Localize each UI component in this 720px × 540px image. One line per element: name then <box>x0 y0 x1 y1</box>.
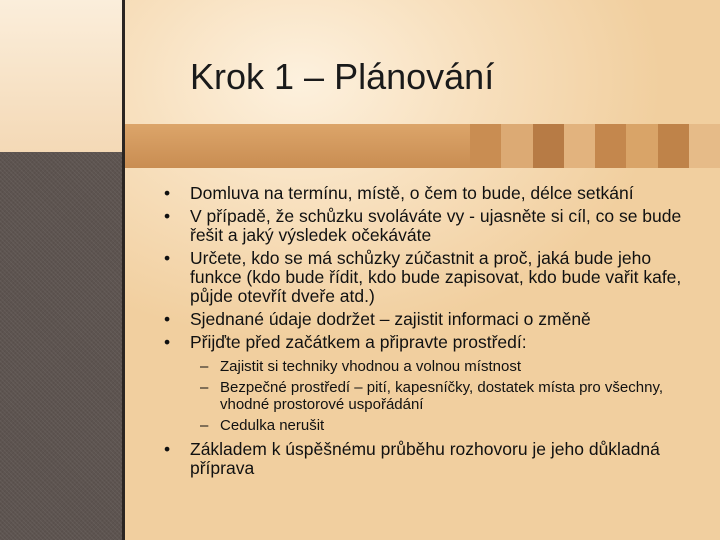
bullet-item <box>164 440 704 478</box>
band-block <box>689 124 720 168</box>
bullet-marker: • <box>164 206 171 226</box>
sub-bullet-item <box>200 379 704 413</box>
band-block <box>533 124 564 168</box>
band-block <box>470 124 501 168</box>
sub-bullet-text: Cedulka nerušit <box>220 417 325 434</box>
bullet-item <box>164 184 704 203</box>
bullet-item <box>164 207 704 245</box>
bullet-text: V případě, že schůzku svoláváte vy - ujasněte si cíl, co se bude řešit a jaký výsledek očekáváte <box>190 206 682 245</box>
bullet-text: Domluva na termínu, místě, o čem to bude, délce setkání <box>190 183 634 203</box>
bullet-marker: • <box>164 183 171 203</box>
bullet-text: Sjednané údaje dodržet – zajistit informaci o změně <box>190 309 591 329</box>
band-block <box>501 124 532 168</box>
bullet-marker: • <box>164 309 171 329</box>
band-block <box>658 124 689 168</box>
band-block <box>564 124 595 168</box>
bullet-marker: • <box>164 332 171 352</box>
decorative-band-blocks <box>470 124 720 168</box>
sub-bullet-item <box>200 358 704 375</box>
vertical-divider <box>122 0 125 540</box>
bullet-text: Určete, kdo se má schůzky zúčastnit a proč, jaká bude jeho funkce (kdo bude řídit, kdo bude zapisovat, kdo bude vařit kafe, půjde otevřít dveře atd.) <box>190 248 682 306</box>
band-block <box>626 124 657 168</box>
sub-bullet-text: Bezpečné prostředí – pití, kapesníčky, dostatek místa pro všechny, vhodné prostorové uspořádání <box>220 379 663 413</box>
bullet-marker: • <box>164 248 171 268</box>
bullet-item <box>164 310 704 329</box>
bullet-marker: • <box>164 439 171 459</box>
sub-bullet-marker: – <box>200 417 209 434</box>
sub-bullet-marker: – <box>200 358 209 375</box>
bullet-text: Přijďte před začátkem a připravte prostředí: <box>190 332 527 352</box>
sub-bullet-text: Zajistit si techniky vhodnou a volnou místnost <box>220 358 521 375</box>
sub-bullet-item <box>200 417 704 434</box>
sub-bullet-marker: – <box>200 379 209 396</box>
bullet-list <box>164 184 704 478</box>
slide-content <box>164 184 704 482</box>
sub-bullet-list <box>200 358 704 434</box>
left-panel-top <box>0 0 122 152</box>
slide-title: Krok 1 – Plánování <box>190 56 495 97</box>
bullet-item <box>164 333 704 434</box>
band-block <box>595 124 626 168</box>
bullet-text: Základem k úspěšnému průběhu rozhovoru je jeho důkladná příprava <box>190 439 660 478</box>
bullet-item <box>164 249 704 306</box>
